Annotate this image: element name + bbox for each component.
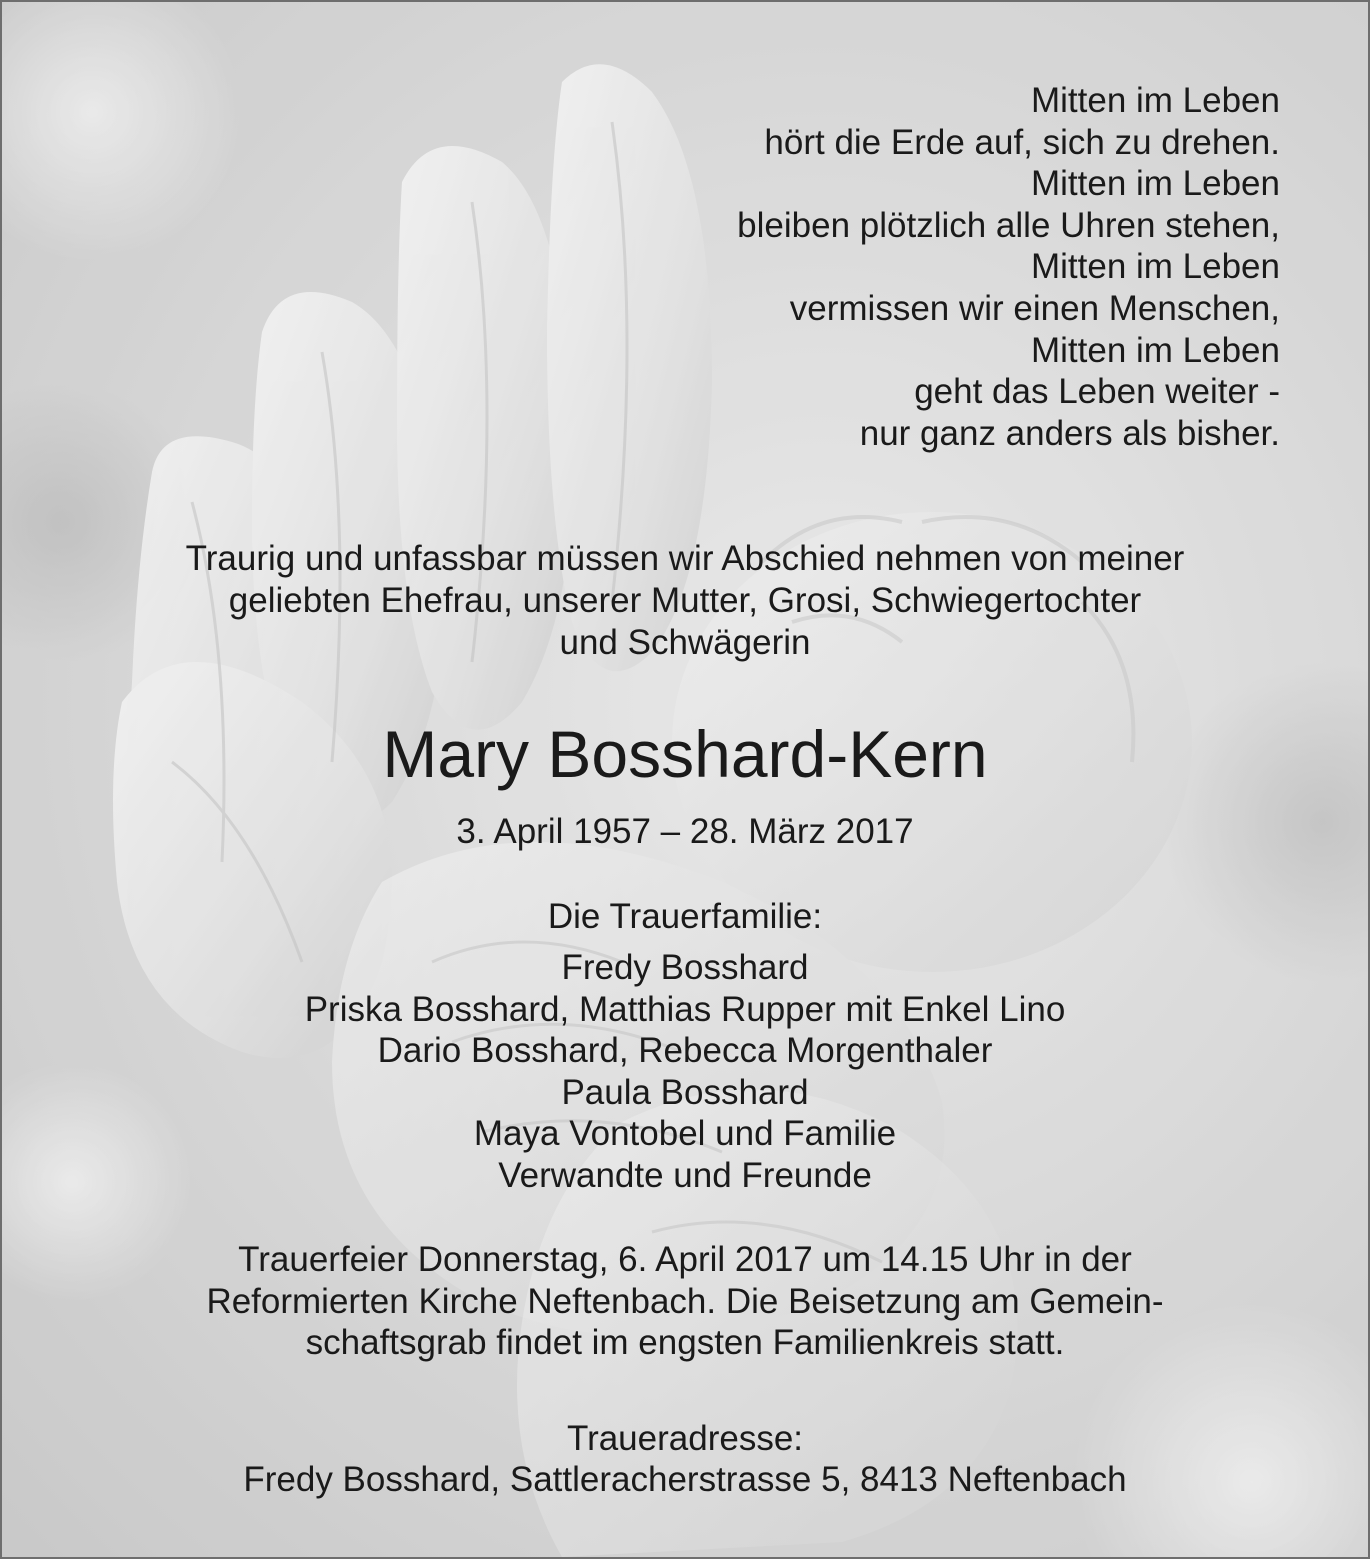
intro-line: Traurig und unfassbar müssen wir Abschied nehmen von meiner [185, 539, 1185, 578]
service-line: Trauerfeier Donnerstag, 6. April 2017 um 14.15 Uhr in der [238, 1240, 1132, 1279]
family-member: Dario Bosshard, Rebecca Morgenthaler [377, 1031, 993, 1071]
family-member: Verwandte und Freunde [498, 1155, 872, 1195]
family-title: Die Trauerfamilie: [547, 897, 823, 936]
intro-line: und Schwägerin [559, 623, 811, 662]
service-line: Reformierten Kirche Neftenbach. Die Beisetzung am Gemein- [206, 1281, 1164, 1321]
address-line: Fredy Bosshard, Sattleracherstrasse 5, 8413 Neftenbach [243, 1460, 1127, 1499]
poem-line: Mitten im Leben [1030, 247, 1280, 287]
family-member: Priska Bosshard, Matthias Rupper mit Enkel Lino [304, 989, 1066, 1029]
deceased-name: Mary Bosshard-Kern [382, 717, 988, 791]
service-info [2, 1239, 1368, 1364]
family-member: Paula Bosshard [561, 1072, 809, 1112]
poem-line: hört die Erde auf, sich zu drehen. [764, 122, 1280, 162]
poem-line: nur ganz anders als bisher. [859, 413, 1280, 453]
poem-line: bleiben plötzlich alle Uhren stehen, [737, 205, 1280, 245]
intro-text [2, 538, 1368, 664]
family-list [2, 947, 1368, 1197]
poem-line: Mitten im Leben [1030, 330, 1280, 370]
poem-line: vermissen wir einen Menschen, [789, 288, 1280, 328]
poem [380, 80, 1280, 454]
service-line: schaftsgrab findet im engsten Familienkreis statt. [305, 1323, 1065, 1363]
intro-line: geliebten Ehefrau, unserer Mutter, Grosi, Schwiegertochter [228, 581, 1142, 620]
address-title: Traueradresse: [566, 1419, 804, 1458]
poem-line: geht das Leben weiter - [914, 372, 1280, 412]
family-member: Fredy Bosshard [561, 948, 809, 987]
life-dates: 3. April 1957 – 28. März 2017 [456, 812, 914, 851]
poem-line: Mitten im Leben [1030, 81, 1280, 120]
family-member: Maya Vontobel und Familie [473, 1114, 897, 1154]
poem-line: Mitten im Leben [1030, 164, 1280, 204]
